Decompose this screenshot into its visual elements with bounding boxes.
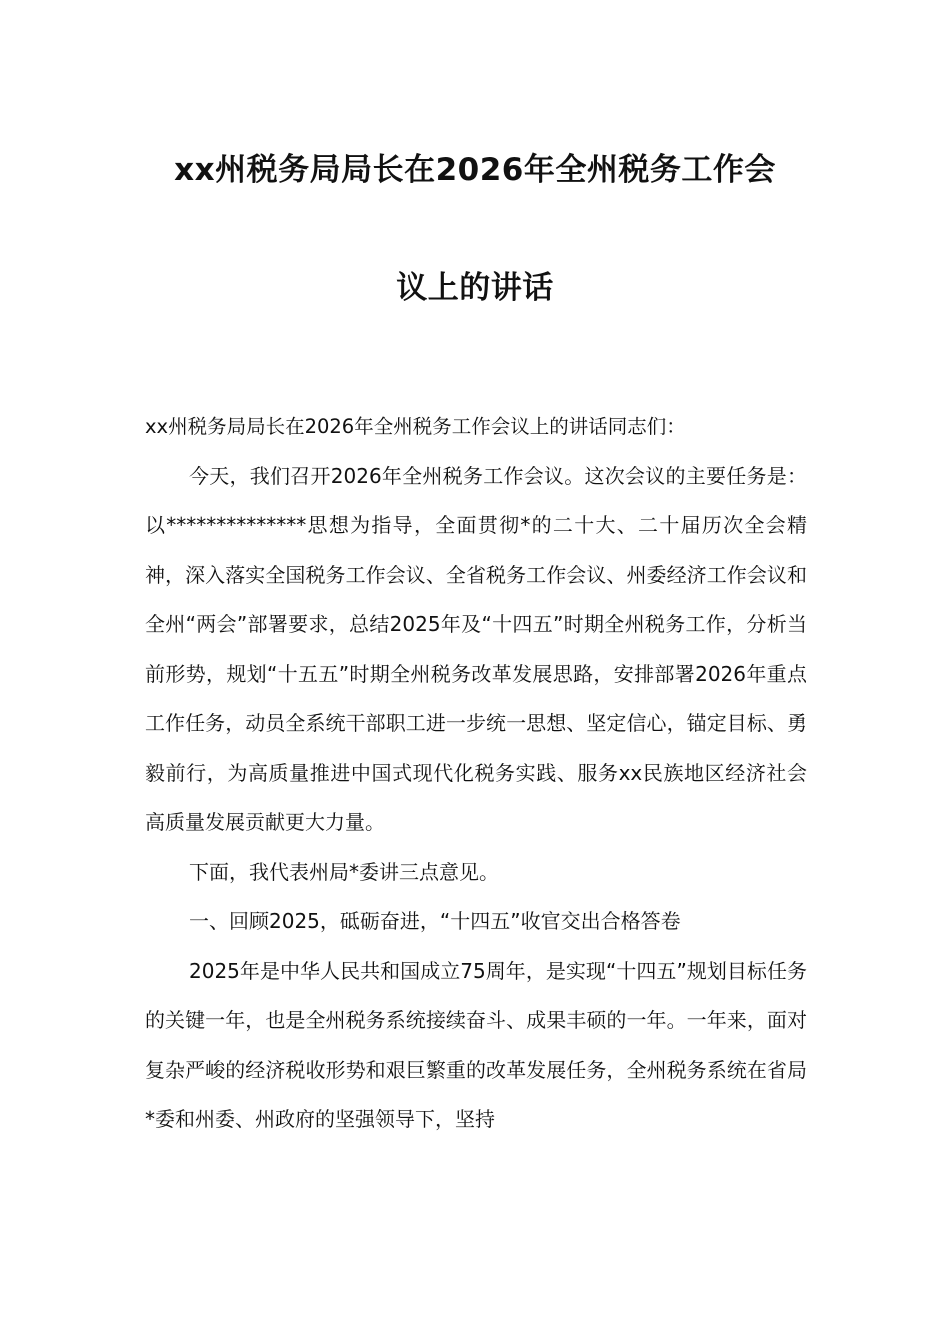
section-heading: 一、回顾2025，砥砺奋进，“十四五”收官交出合格答卷: [189, 909, 681, 933]
intro-paragraph: 今天，我们召开2026年全州税务工作会议。这次会议的主要任务是：以**************思想为指导，全面贯彻*的二十大、二十届历次全会精神，深入落实全国税务工作会议、全省税务工作会议、州委经济工作会议和全州“两会”部署要求，总结2025年及“十四五”时期全州税务工作，分析当前形势，规划“十五五”时期全州税务改革发展思路，安排部署2026年重点工作任务，动员全系统干部职工进一步统一思想、坚定信心，锚定目标、勇毅前行，为高质量推进中国式现代化税务实践、服务xx民族地区经济社会高质量发展贡献更大力量。: [145, 463, 807, 834]
document-title-line-2: 议上的讲话: [396, 270, 554, 306]
document-title-line-1: xx州税务局局长在2026年全州税务工作会: [174, 152, 776, 188]
heading-paragraph: xx州税务局局长在2026年全州税务工作会议上的讲话同志们：: [145, 415, 686, 438]
document-body: [145, 402, 807, 1145]
transition-paragraph: 下面，我代表州局*委讲三点意见。: [189, 859, 499, 884]
review-paragraph: 2025年是中华人民共和国成立75周年，是实现“十四五”规划目标任务的关键一年，也是全州税务系统接续奋斗、成果丰硕的一年。一年来，面对复杂严峻的经济税收形势和艰巨繁重的改革发展任务，全州税务系统在省局*委和州委、州政府的坚强领导下，坚持: [145, 958, 807, 1131]
